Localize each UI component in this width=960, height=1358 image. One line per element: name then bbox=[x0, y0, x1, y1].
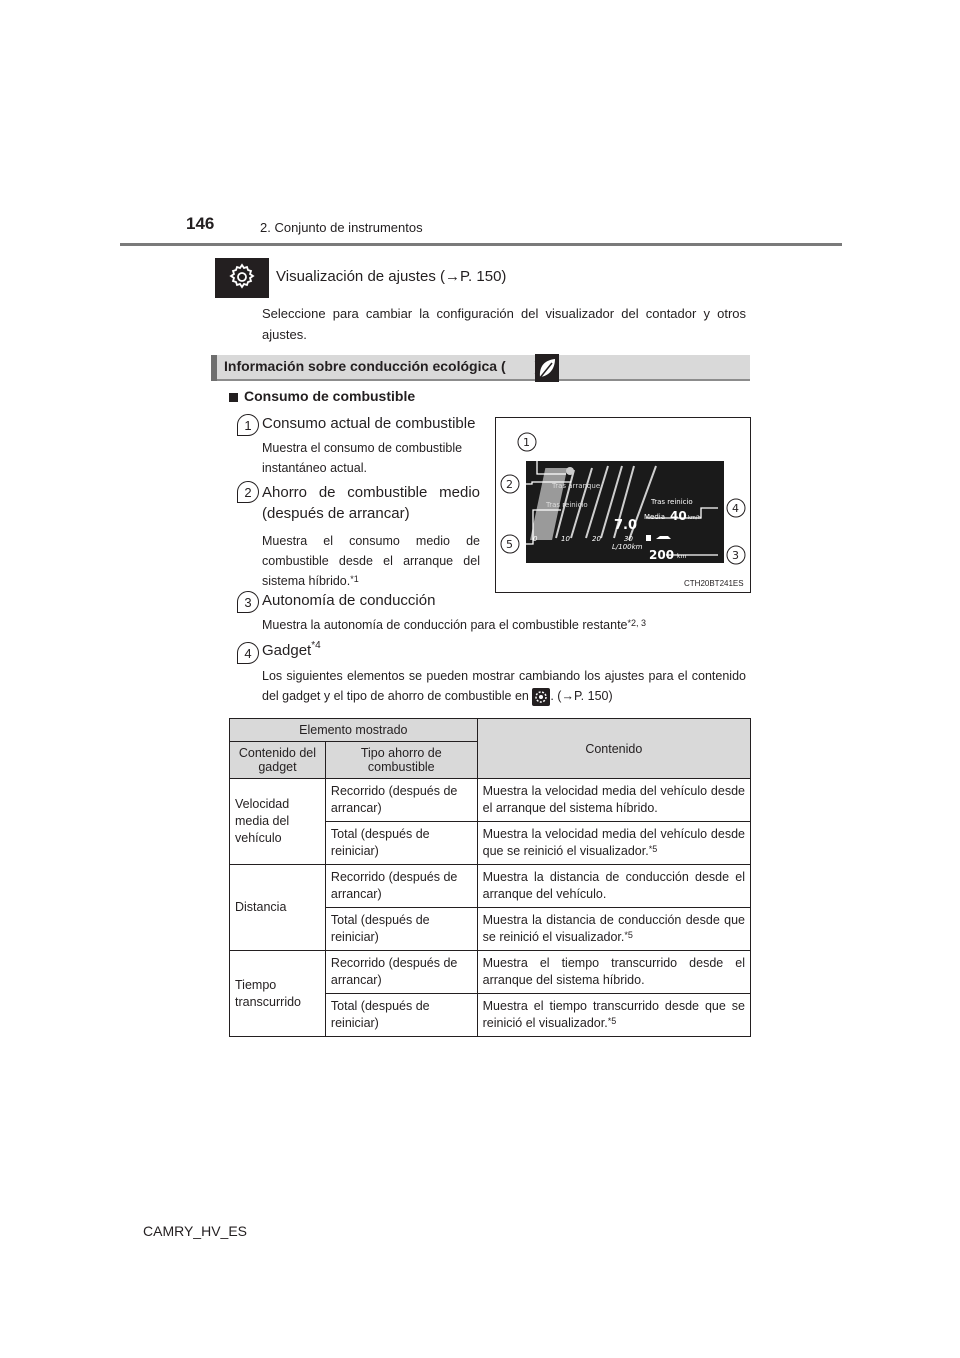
content-text: Muestra la distancia de conducción desde el arranque del vehículo. bbox=[482, 870, 745, 901]
fuel-value: 7.0 bbox=[614, 518, 638, 533]
item-title: Ahorro de combustible medio (después de arrancar) bbox=[262, 484, 480, 522]
settings-description: Seleccione para cambiar la configuración del visualizador del contador y otros ajustes. bbox=[262, 306, 746, 342]
speed-unit: km/h bbox=[688, 515, 701, 521]
footnote-ref: *2, 3 bbox=[627, 618, 647, 628]
item-title: Consumo actual de combustible bbox=[262, 415, 476, 432]
item-title: Autonomía de conducción bbox=[262, 592, 436, 609]
scale-tick-0: 0 bbox=[533, 535, 538, 543]
item-desc-text: Muestra el consumo medio de combustible desde el arranque del sistema híbrido. bbox=[262, 534, 480, 588]
item-number-badge: 1 bbox=[237, 414, 259, 436]
table-row bbox=[230, 865, 751, 908]
item-description bbox=[262, 531, 480, 591]
content-cell bbox=[477, 779, 750, 822]
content-cell bbox=[477, 994, 750, 1037]
subsection-heading: Consumo de combustible bbox=[244, 388, 416, 404]
leaf-icon bbox=[535, 354, 559, 382]
content-text: Muestra el tiempo transcurrido desde que se reinició el visualizador. bbox=[482, 999, 745, 1030]
scale-tick-10: 10 bbox=[561, 535, 570, 543]
bullet-square bbox=[229, 393, 238, 402]
gear-icon bbox=[215, 258, 269, 298]
callout-4: 4 bbox=[732, 502, 739, 515]
header-divider bbox=[120, 243, 842, 246]
footnote-ref: *1 bbox=[350, 574, 359, 584]
item-desc-text: Los siguientes elementos se pueden mostrar cambiando los ajustes para el contenido del gadget y el tipo de ahorro de combustible en bbox=[262, 669, 746, 703]
eco-section-accent bbox=[211, 355, 217, 381]
item-description bbox=[262, 666, 746, 706]
footnote-ref: *4 bbox=[311, 640, 321, 651]
eco-section-title bbox=[224, 358, 539, 374]
content-cell bbox=[477, 951, 750, 994]
content-text: Muestra la velocidad media del vehículo desde que se reinició el visualizador. bbox=[482, 827, 745, 858]
meter-figure bbox=[495, 417, 751, 593]
content-text: Muestra la distancia de conducción desde que se reinició el visualizador. bbox=[482, 913, 745, 944]
header-type: Tipo ahorro de combustible bbox=[325, 742, 477, 779]
content-cell bbox=[477, 908, 750, 951]
type-cell: Recorrido (después de arrancar) bbox=[325, 865, 477, 908]
callout-3: 3 bbox=[732, 549, 739, 562]
header-shown: Elemento mostrado bbox=[230, 719, 478, 742]
type-cell: Total (después de reiniciar) bbox=[325, 822, 477, 865]
header-content: Contenido bbox=[477, 719, 750, 779]
header-gadget: Contenido del gadget bbox=[230, 742, 326, 779]
footnote-ref: *5 bbox=[607, 1016, 617, 1026]
label-tras-reinicio-left: Tras reinicio bbox=[546, 501, 588, 509]
item-number-badge: 4 bbox=[237, 642, 259, 664]
item-description: Muestra el consumo de combustible instantáneo actual. bbox=[262, 441, 463, 475]
range-unit: km bbox=[677, 553, 687, 560]
table-row bbox=[230, 951, 751, 994]
item-number-badge: 3 bbox=[237, 591, 259, 613]
callout-5: 5 bbox=[506, 538, 513, 551]
item-title bbox=[262, 642, 321, 659]
figure-code: CTH20BT241ES bbox=[684, 579, 744, 588]
content-text: Muestra el tiempo transcurrido desde el arranque del sistema híbrido. bbox=[482, 956, 745, 987]
group-name: Velocidad media del vehículo bbox=[230, 779, 326, 865]
fuel-pump-icon bbox=[646, 535, 651, 541]
page-reference: . (→P. 150) bbox=[550, 689, 613, 703]
label-tras-arranque: Tras arranque bbox=[552, 482, 601, 490]
item-number-badge: 2 bbox=[237, 481, 259, 503]
callout-1: 1 bbox=[523, 436, 530, 449]
item-desc-text: Muestra la autonomía de conducción para el combustible restante bbox=[262, 618, 628, 632]
scale-tick-20: 20 bbox=[592, 535, 601, 543]
fuel-unit: L/100km bbox=[612, 543, 643, 551]
type-cell: Recorrido (después de arrancar) bbox=[325, 951, 477, 994]
group-name: Tiempo transcurrido bbox=[230, 951, 326, 1037]
type-cell: Recorrido (después de arrancar) bbox=[325, 779, 477, 822]
page-number: 146 bbox=[186, 214, 215, 233]
group-name: Distancia bbox=[230, 865, 326, 951]
footnote-ref: *5 bbox=[648, 844, 658, 854]
table-row bbox=[230, 779, 751, 822]
eco-title-prefix: Información sobre conducción ecológica ( bbox=[224, 358, 506, 374]
item-title-text: Gadget bbox=[262, 642, 312, 659]
label-media: Media bbox=[644, 513, 666, 521]
footer-model: CAMRY_HV_ES bbox=[143, 1223, 248, 1239]
type-cell: Total (después de reiniciar) bbox=[325, 994, 477, 1037]
content-table bbox=[229, 718, 751, 1037]
content-text: Muestra la velocidad media del vehículo desde el arranque del sistema híbrido. bbox=[482, 784, 745, 815]
section-title: 2. Conjunto de instrumentos bbox=[260, 220, 423, 235]
type-cell: Total (después de reiniciar) bbox=[325, 908, 477, 951]
indicator-dot bbox=[566, 467, 574, 475]
item-description bbox=[262, 615, 752, 635]
content-cell bbox=[477, 822, 750, 865]
speed-value: 40 bbox=[670, 509, 687, 523]
scale-tick-30: 30 bbox=[624, 535, 633, 543]
range-value: 200 bbox=[649, 548, 675, 562]
settings-title: Visualización de ajustes (→P. 150) bbox=[276, 268, 507, 285]
footnote-ref: *5 bbox=[624, 930, 633, 940]
content-cell bbox=[477, 865, 750, 908]
gear-icon bbox=[532, 688, 550, 706]
callout-2: 2 bbox=[506, 478, 513, 491]
label-tras-reinicio-right: Tras reinicio bbox=[651, 498, 693, 506]
